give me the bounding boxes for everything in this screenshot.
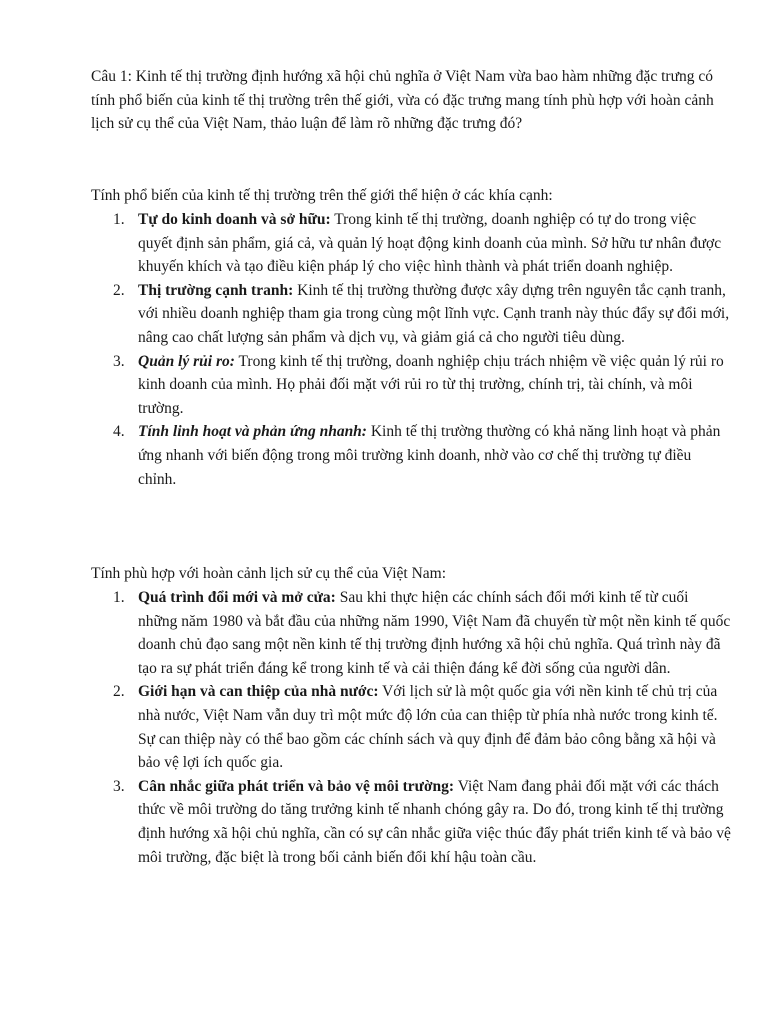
list-item — [91, 586, 731, 680]
list-item-term: Tự do kinh doanh và sở hữu: — [138, 211, 331, 228]
list-item-text: Trong kinh tế thị trường, doanh nghiệp chịu trách nhiệm về việc quản lý rủi ro kinh doanh của mình. Họ phải đối mặt với rủi ro từ thị trường, chính trị, tài chính, và môi trường. — [138, 352, 724, 417]
question-text: Câu 1: Kinh tế thị trường định hướng xã hội chủ nghĩa ở Việt Nam vừa bao hàm những đặc trưng có tính phổ biến của kinh tế thị trường trên thế giới, vừa có đặc trưng mang tính phù hợp với hoàn cảnh lịch sử cụ thể của Việt Nam, thảo luận để làm rõ những đặc trưng đó? — [91, 68, 714, 133]
list-item-term: Thị trường cạnh tranh: — [138, 281, 294, 299]
list-item — [91, 420, 731, 491]
list-item-number: 2. — [113, 281, 125, 299]
list-item-text: Kinh tế thị trường thường có khả năng linh hoạt và phản ứng nhanh với biến động trong môi trường kinh doanh, nhờ vào cơ chế thị trường tự điều chỉnh. — [138, 423, 721, 488]
list-item-number: 4. — [113, 423, 125, 441]
list-item-text: Kinh tế thị trường thường được xây dựng trên nguyên tắc cạnh tranh, với nhiều doanh nghiệp tham gia trong cùng một lĩnh vực. Cạnh tranh này thúc đẩy sự đổi mới, nâng cao chất lượng sản phẩm và dịch vụ, và giảm giá cả cho người tiêu dùng. — [138, 281, 730, 346]
list-item-number: 2. — [113, 683, 125, 701]
list-item — [91, 208, 731, 279]
list-item-term: Tính linh hoạt và phản ứng nhanh: — [138, 423, 367, 441]
list-item — [91, 350, 731, 421]
list-item-number: 3. — [113, 777, 125, 795]
list-item-text: Với lịch sử là một quốc gia với nền kinh tế chủ trị của nhà nước, Việt Nam vẫn duy trì một mức độ lớn của can thiệp từ phía nhà nước trong kinh tế. Sự can thiệp này có thể bao gồm các chính sách và quy định để đảm bảo công bằng xã hội và bảo vệ lợi ích quốc gia. — [138, 683, 718, 772]
section-2-list — [91, 586, 731, 869]
list-item — [91, 775, 731, 869]
section-2-intro: Tính phù hợp với hoàn cảnh lịch sử cụ thể của Việt Nam: — [91, 565, 447, 582]
list-item-text: Sau khi thực hiện các chính sách đổi mới kinh tế từ cuối những năm 1980 và bắt đầu của những năm 1990, Việt Nam đã chuyển từ một nền kinh tế quốc doanh chủ đạo sang một nền kinh tế thị trường định hướng xã hội chủ nghĩa. Quá trình này đã tạo ra sự phát triển đáng kể trong kinh tế và cải thiện đáng kể đời sống của người dân. — [138, 589, 731, 677]
list-item-term: Giới hạn và can thiệp của nhà nước: — [138, 683, 379, 701]
list-item-text: Trong kinh tế thị trường, doanh nghiệp có tự do trong việc quyết định sản phẩm, giá cả, và quản lý hoạt động kinh doanh của mình. Sở hữu tư nhân được khuyến khích và tạo điều kiện pháp lý cho việc hình thành và phát triển doanh nghiệp. — [138, 211, 722, 276]
list-item-text: Việt Nam đang phải đối mặt với các thách thức về môi trường do tăng trưởng kinh tế nhanh chóng gây ra. Do đó, trong kinh tế thị trường định hướng xã hội chủ nghĩa, cần có sự cân nhắc giữa việc thúc đẩy phát triển kinh tế và bảo vệ môi trường, đặc biệt là trong bối cảnh biến đổi khí hậu toàn cầu. — [138, 777, 731, 866]
section-1-list — [91, 208, 731, 491]
list-item — [91, 680, 731, 774]
list-item-number: 1. — [113, 211, 125, 228]
list-item-term: Quản lý rủi ro: — [138, 352, 235, 370]
list-item-term: Cân nhắc giữa phát triển và bảo vệ môi trường: — [138, 777, 455, 795]
list-item-number: 1. — [113, 589, 125, 606]
list-item — [91, 279, 731, 350]
list-item-term: Quá trình đổi mới và mở cửa: — [138, 589, 336, 606]
section-1-intro: Tính phổ biến của kinh tế thị trường trên thế giới thể hiện ở các khía cạnh: — [91, 187, 553, 204]
list-item-number: 3. — [113, 352, 125, 370]
